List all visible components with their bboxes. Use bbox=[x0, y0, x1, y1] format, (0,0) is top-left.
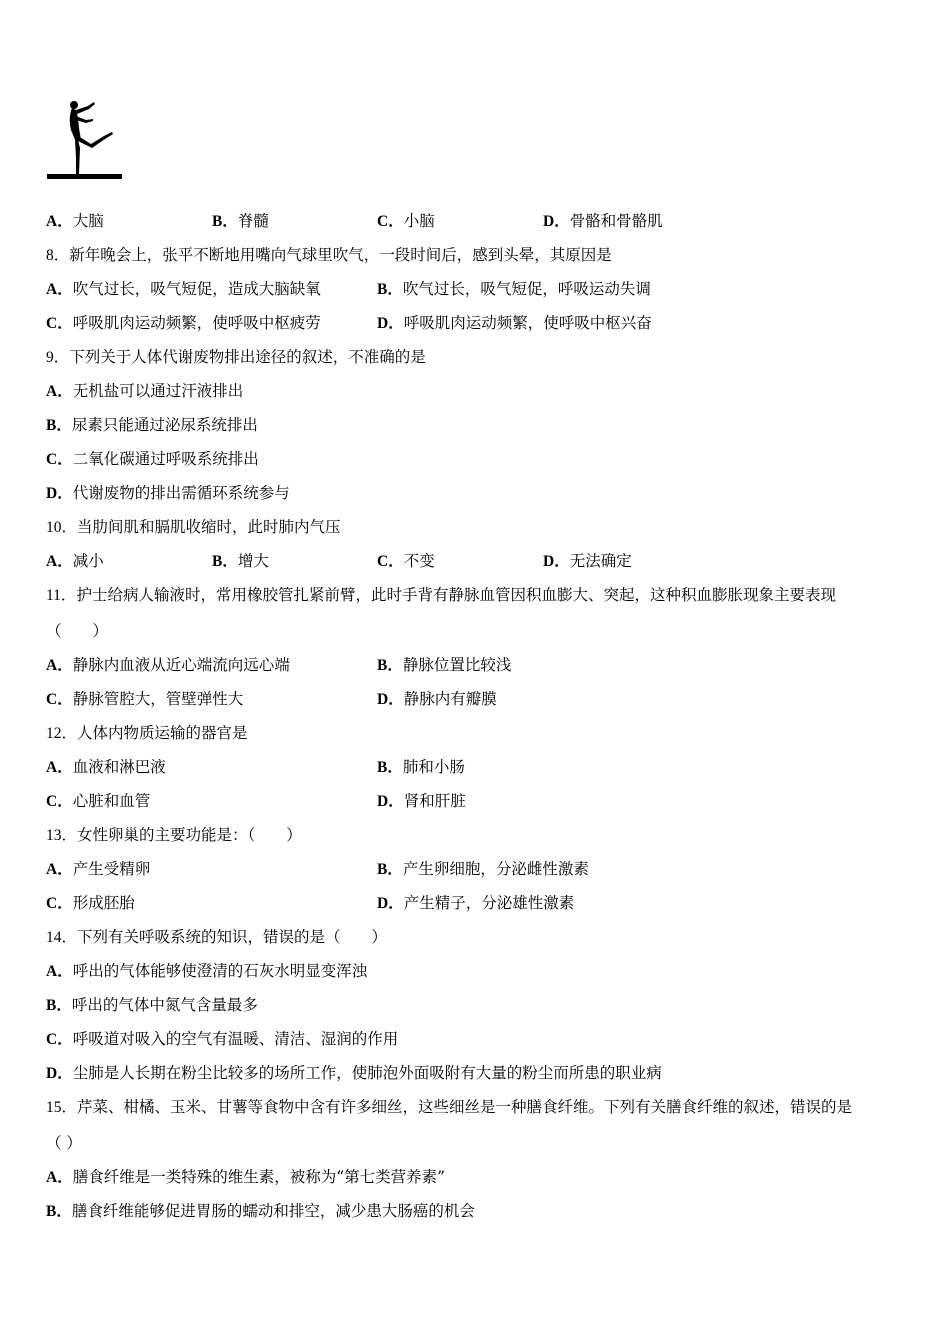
q7-option-a: A．大脑 bbox=[46, 212, 104, 230]
q13-option-a: A．产生受精卵 bbox=[46, 860, 151, 878]
q11-stem: 11．护士给病人输液时，常用橡胶管扎紧前臂，此时手背有静脉血管因积血膨大、突起，这种积血膨胀现象主要表现 bbox=[46, 586, 836, 604]
q12-option-a: A．血液和淋巴液 bbox=[46, 758, 166, 776]
q8-option-c: C．呼吸肌肉运动频繁，使呼吸中枢疲劳 bbox=[46, 314, 321, 332]
q12-option-c: C．心脏和血管 bbox=[46, 792, 151, 810]
q8-option-a: A．吹气过长，吸气短促，造成大脑缺氧 bbox=[46, 280, 321, 298]
q7-option-b: B．脊髓 bbox=[212, 212, 269, 230]
q10-option-c: C．不变 bbox=[377, 552, 435, 570]
q8-option-b: B．吹气过长，吸气短促，呼吸运动失调 bbox=[377, 280, 651, 298]
q15-stem: 15．芹菜、柑橘、玉米、甘薯等食物中含有许多细丝，这些细丝是一种膳食纤维。下列有关膳食纤维的叙述，错误的是 bbox=[46, 1098, 853, 1116]
q9-option-d: D．代谢废物的排出需循环系统参与 bbox=[46, 484, 290, 502]
q9-option-c: C．二氧化碳通过呼吸系统排出 bbox=[46, 450, 259, 468]
q14-option-c: C．呼吸道对吸入的空气有温暖、清洁、湿润的作用 bbox=[46, 1030, 399, 1048]
q7-option-d: D．骨骼和骨骼肌 bbox=[543, 212, 663, 230]
q10-option-a: A．减小 bbox=[46, 552, 104, 570]
q15-option-a: A．膳食纤维是一类特殊的维生素，被称为“第七类营养素” bbox=[46, 1168, 446, 1186]
q13-option-b: B．产生卵细胞，分泌雌性激素 bbox=[377, 860, 589, 878]
q11-option-b: B．静脉位置比较浅 bbox=[377, 656, 512, 674]
q9-option-a: A．无机盐可以通过汗液排出 bbox=[46, 382, 244, 400]
q11-option-d: D．静脉内有瓣膜 bbox=[377, 690, 497, 708]
q10-option-d: D．无法确定 bbox=[543, 552, 632, 570]
q9-option-b: B．尿素只能通过泌尿系统排出 bbox=[46, 416, 258, 434]
q13-option-d: D．产生精子，分泌雄性激素 bbox=[377, 894, 575, 912]
q14-option-b: B．呼出的气体中氮气含量最多 bbox=[46, 996, 258, 1014]
q14-option-d: D．尘肺是人长期在粉尘比较多的场所工作，使肺泡外面吸附有大量的粉尘而所患的职业病 bbox=[46, 1064, 662, 1082]
q12-option-b: B．肺和小肠 bbox=[377, 758, 465, 776]
gymnast-balance-beam-figure bbox=[46, 98, 126, 182]
q11-option-a: A．静脉内血液从近心端流向远心端 bbox=[46, 656, 290, 674]
q9-stem: 9．下列关于人体代谢废物排出途径的叙述，不准确的是 bbox=[46, 348, 426, 366]
q10-stem: 10．当肋间肌和膈肌收缩时，此时肺内气压 bbox=[46, 518, 341, 536]
q10-option-b: B．增大 bbox=[212, 552, 269, 570]
q7-option-c: C．小脑 bbox=[377, 212, 435, 230]
q15-answer-blank: （ ） bbox=[46, 1134, 82, 1152]
q11-option-c: C．静脉管腔大，管壁弹性大 bbox=[46, 690, 244, 708]
q12-option-d: D．肾和肝脏 bbox=[377, 792, 466, 810]
q13-option-c: C．形成胚胎 bbox=[46, 894, 135, 912]
q8-option-d: D．呼吸肌肉运动频繁，使呼吸中枢兴奋 bbox=[377, 314, 652, 332]
q11-answer-blank: （ ） bbox=[46, 622, 109, 640]
q8-stem: 8．新年晚会上，张平不断地用嘴向气球里吹气，一段时间后，感到头晕，其原因是 bbox=[46, 246, 612, 264]
q14-stem: 14．下列有关呼吸系统的知识，错误的是（ ） bbox=[46, 928, 388, 946]
q15-option-b: B．膳食纤维能够促进胃肠的蠕动和排空，减少患大肠癌的机会 bbox=[46, 1202, 475, 1220]
q12-stem: 12．人体内物质运输的器官是 bbox=[46, 724, 248, 742]
q13-stem: 13．女性卵巢的主要功能是：（ ） bbox=[46, 826, 302, 844]
q14-option-a: A．呼出的气体能够使澄清的石灰水明显变浑浊 bbox=[46, 962, 368, 980]
